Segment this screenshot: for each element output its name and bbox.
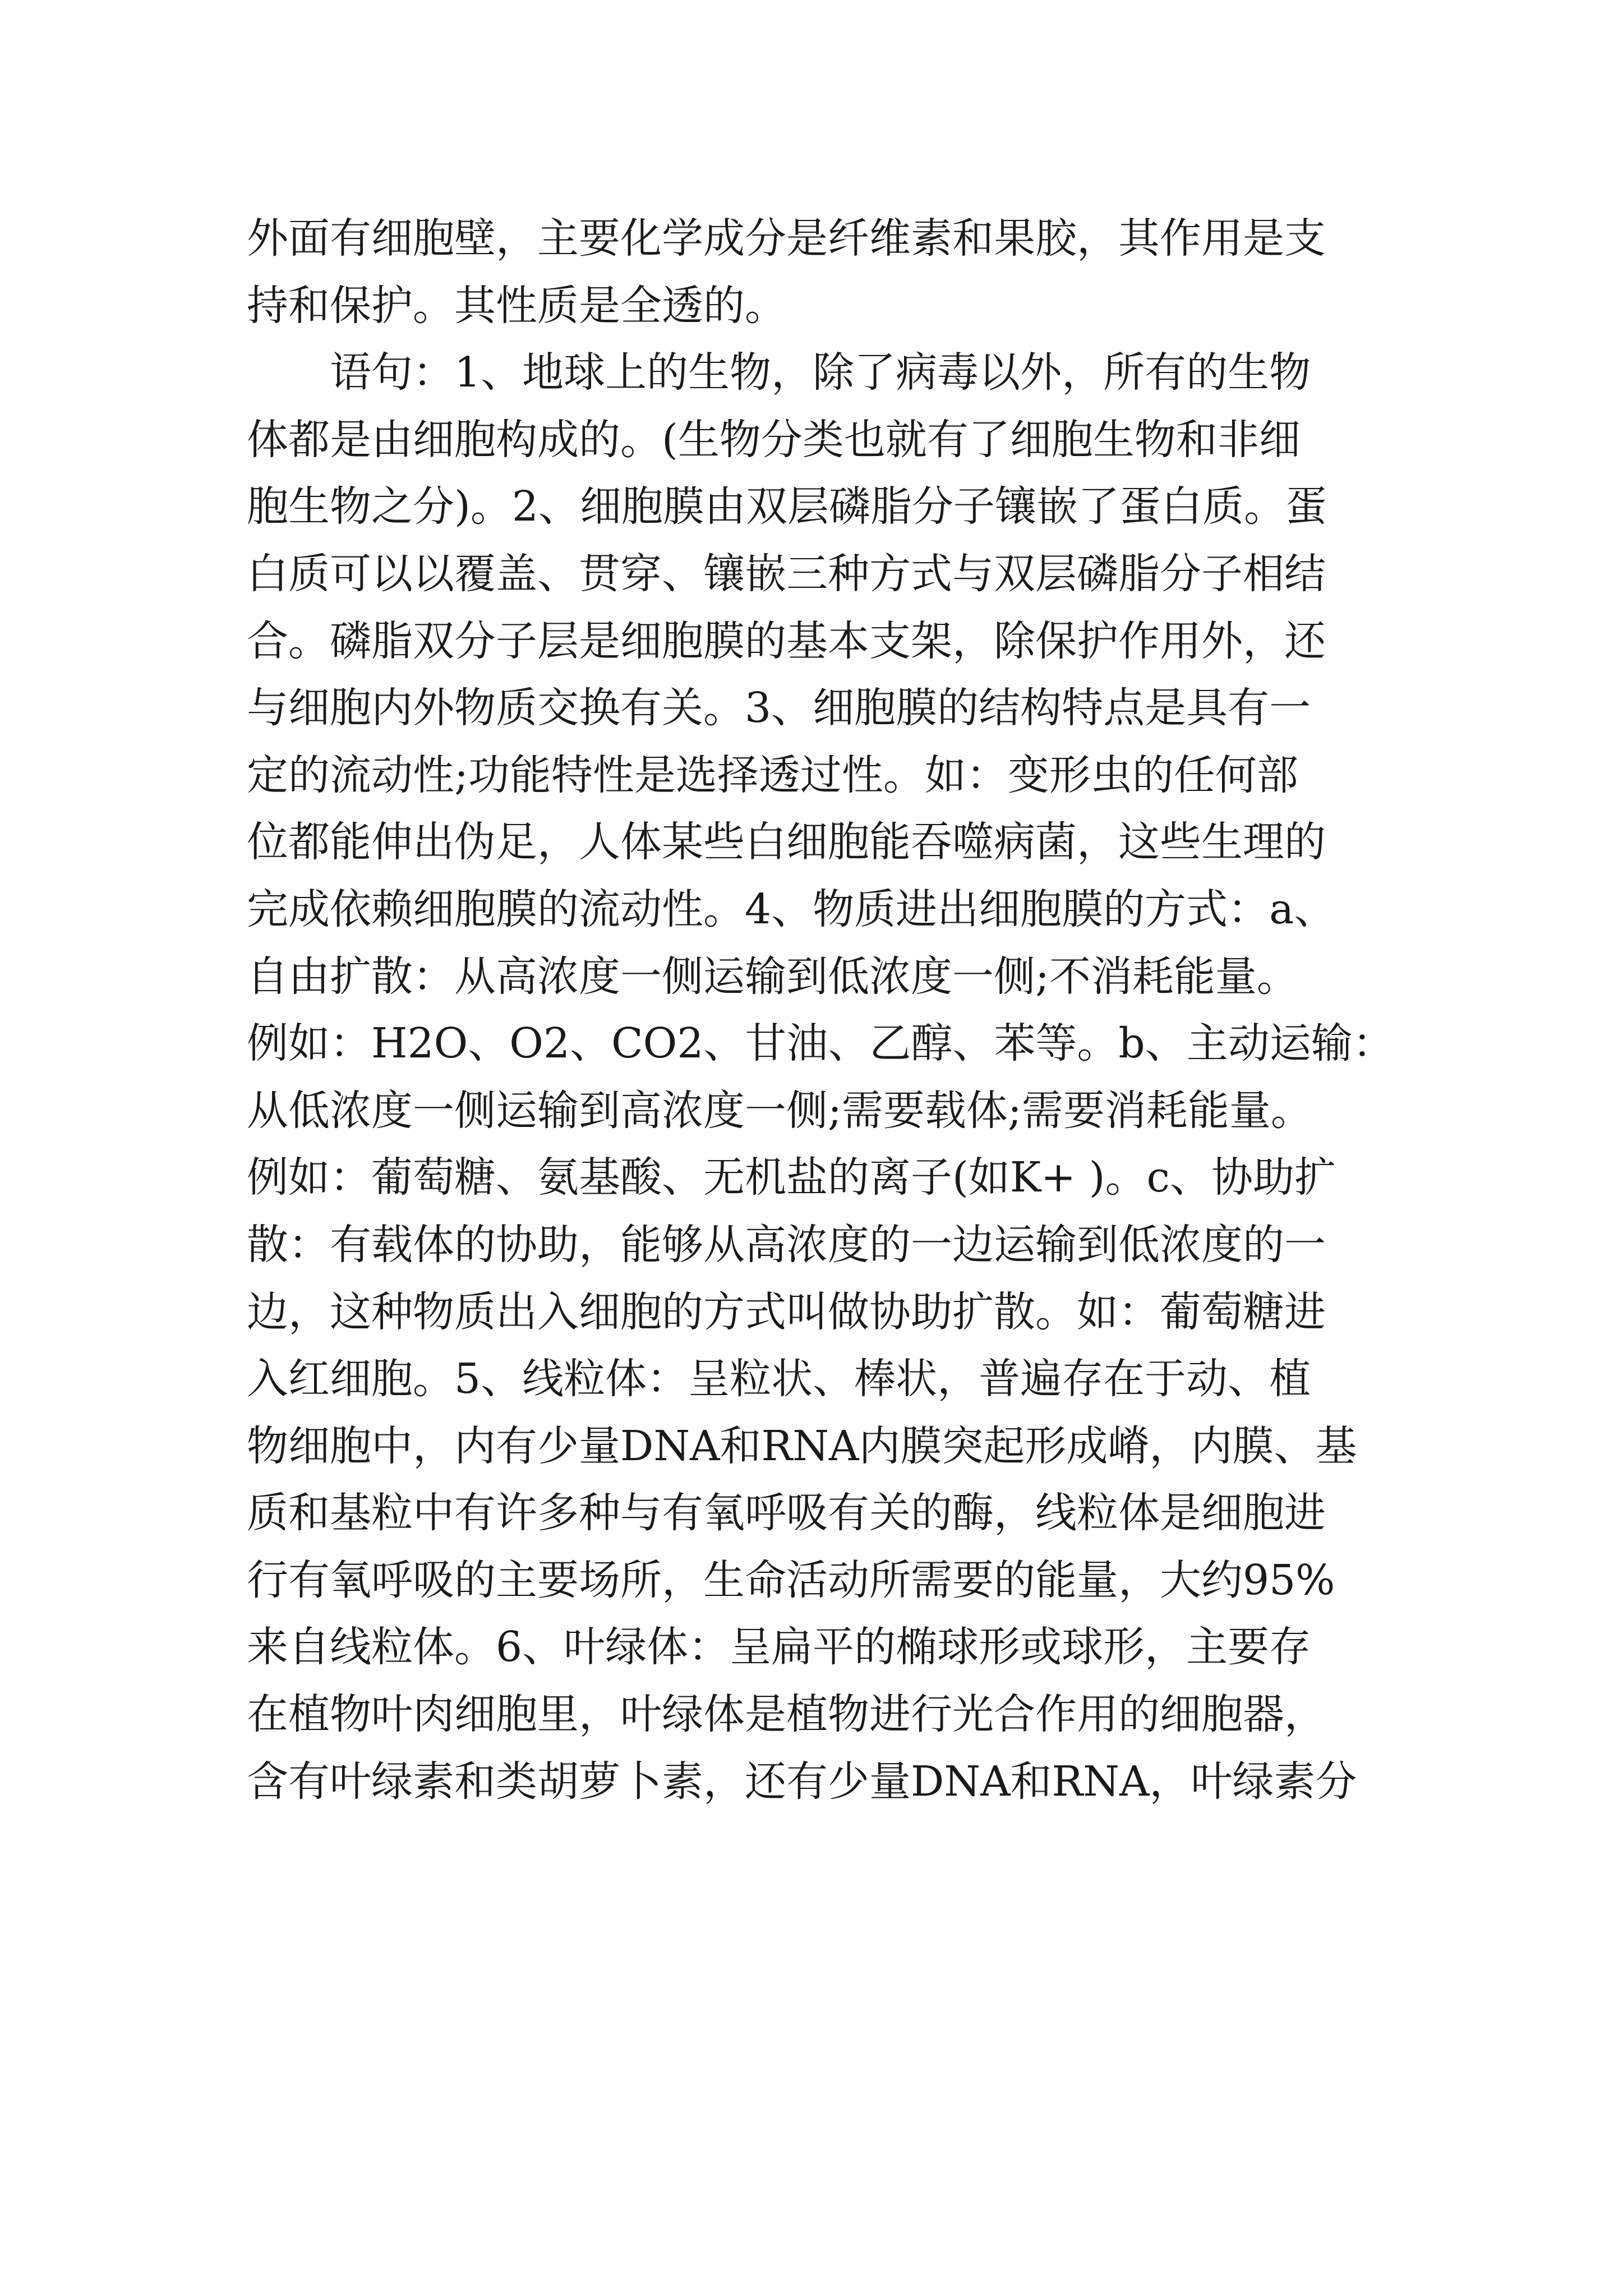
text-line: 例如：H2O、O2、CO2、甘油、乙醇、苯等。b、主动运输： [247, 1019, 1394, 1068]
text-line: 语句：1、地球上的生物，除了病毒以外，所有的生物 [247, 348, 1311, 397]
text-line: 与细胞内外物质交换有关。3、细胞膜的结构特点是具有一 [247, 684, 1311, 733]
text-line: 定的流动性;功能特性是选择透过性。如：变形虫的任何部 [247, 751, 1298, 799]
text-line: 边，这种物质出入细胞的方式叫做协助扩散。如：葡萄糖进 [247, 1287, 1326, 1336]
text-line: 位都能伸出伪足，人体某些白细胞能吞噬病菌，这些生理的 [247, 818, 1326, 867]
text-line: 合。磷脂双分子层是细胞膜的基本支架，除保护作用外，还 [247, 616, 1326, 665]
text-line: 白质可以以覆盖、贯穿、镶嵌三种方式与双层磷脂分子相结 [247, 549, 1326, 598]
text-line: 胞生物之分)。2、细胞膜由双层磷脂分子镶嵌了蛋白质。蛋 [247, 482, 1327, 531]
text-line: 散：有载体的协助，能够从高浓度的一边运输到低浓度的一 [247, 1220, 1326, 1269]
text-line: 例如：葡萄糖、氨基酸、无机盐的离子(如K+ )。c、协助扩 [247, 1153, 1336, 1202]
body-text [247, 205, 1394, 1815]
text-line: 从低浓度一侧运输到高浓度一侧;需要载体;需要消耗能量。 [247, 1086, 1312, 1135]
text-line: 体都是由细胞构成的。(生物分类也就有了细胞生物和非细 [247, 415, 1301, 464]
text-line: 外面有细胞壁，主要化学成分是纤维素和果胶，其作用是支 [247, 214, 1326, 263]
text-line: 自由扩散：从高浓度一侧运输到低浓度一侧;不消耗能量。 [247, 952, 1298, 1001]
text-line: 质和基粒中有许多种与有氧呼吸有关的酶，线粒体是细胞进 [247, 1489, 1326, 1538]
text-line: 物细胞中，内有少量DNA和RNA内膜突起形成嵴，内膜、基 [247, 1421, 1357, 1470]
text-line: 来自线粒体。6、叶绿体：呈扁平的椭球形或球形，主要存 [247, 1623, 1311, 1672]
text-line: 在植物叶肉细胞里，叶绿体是植物进行光合作用的细胞器， [247, 1690, 1326, 1739]
text-line: 行有氧呼吸的主要场所，生命活动所需要的能量，大约95% [247, 1556, 1335, 1604]
text-line: 含有叶绿素和类胡萝卜素，还有少量DNA和RNA，叶绿素分 [247, 1757, 1357, 1806]
text-line: 持和保护。其性质是全透的。 [247, 281, 786, 330]
text-line: 入红细胞。5、线粒体：呈粒状、棒状，普遍存在于动、植 [247, 1355, 1311, 1404]
text-line: 完成依赖细胞膜的流动性。4、物质进出细胞膜的方式：a、 [247, 885, 1336, 933]
